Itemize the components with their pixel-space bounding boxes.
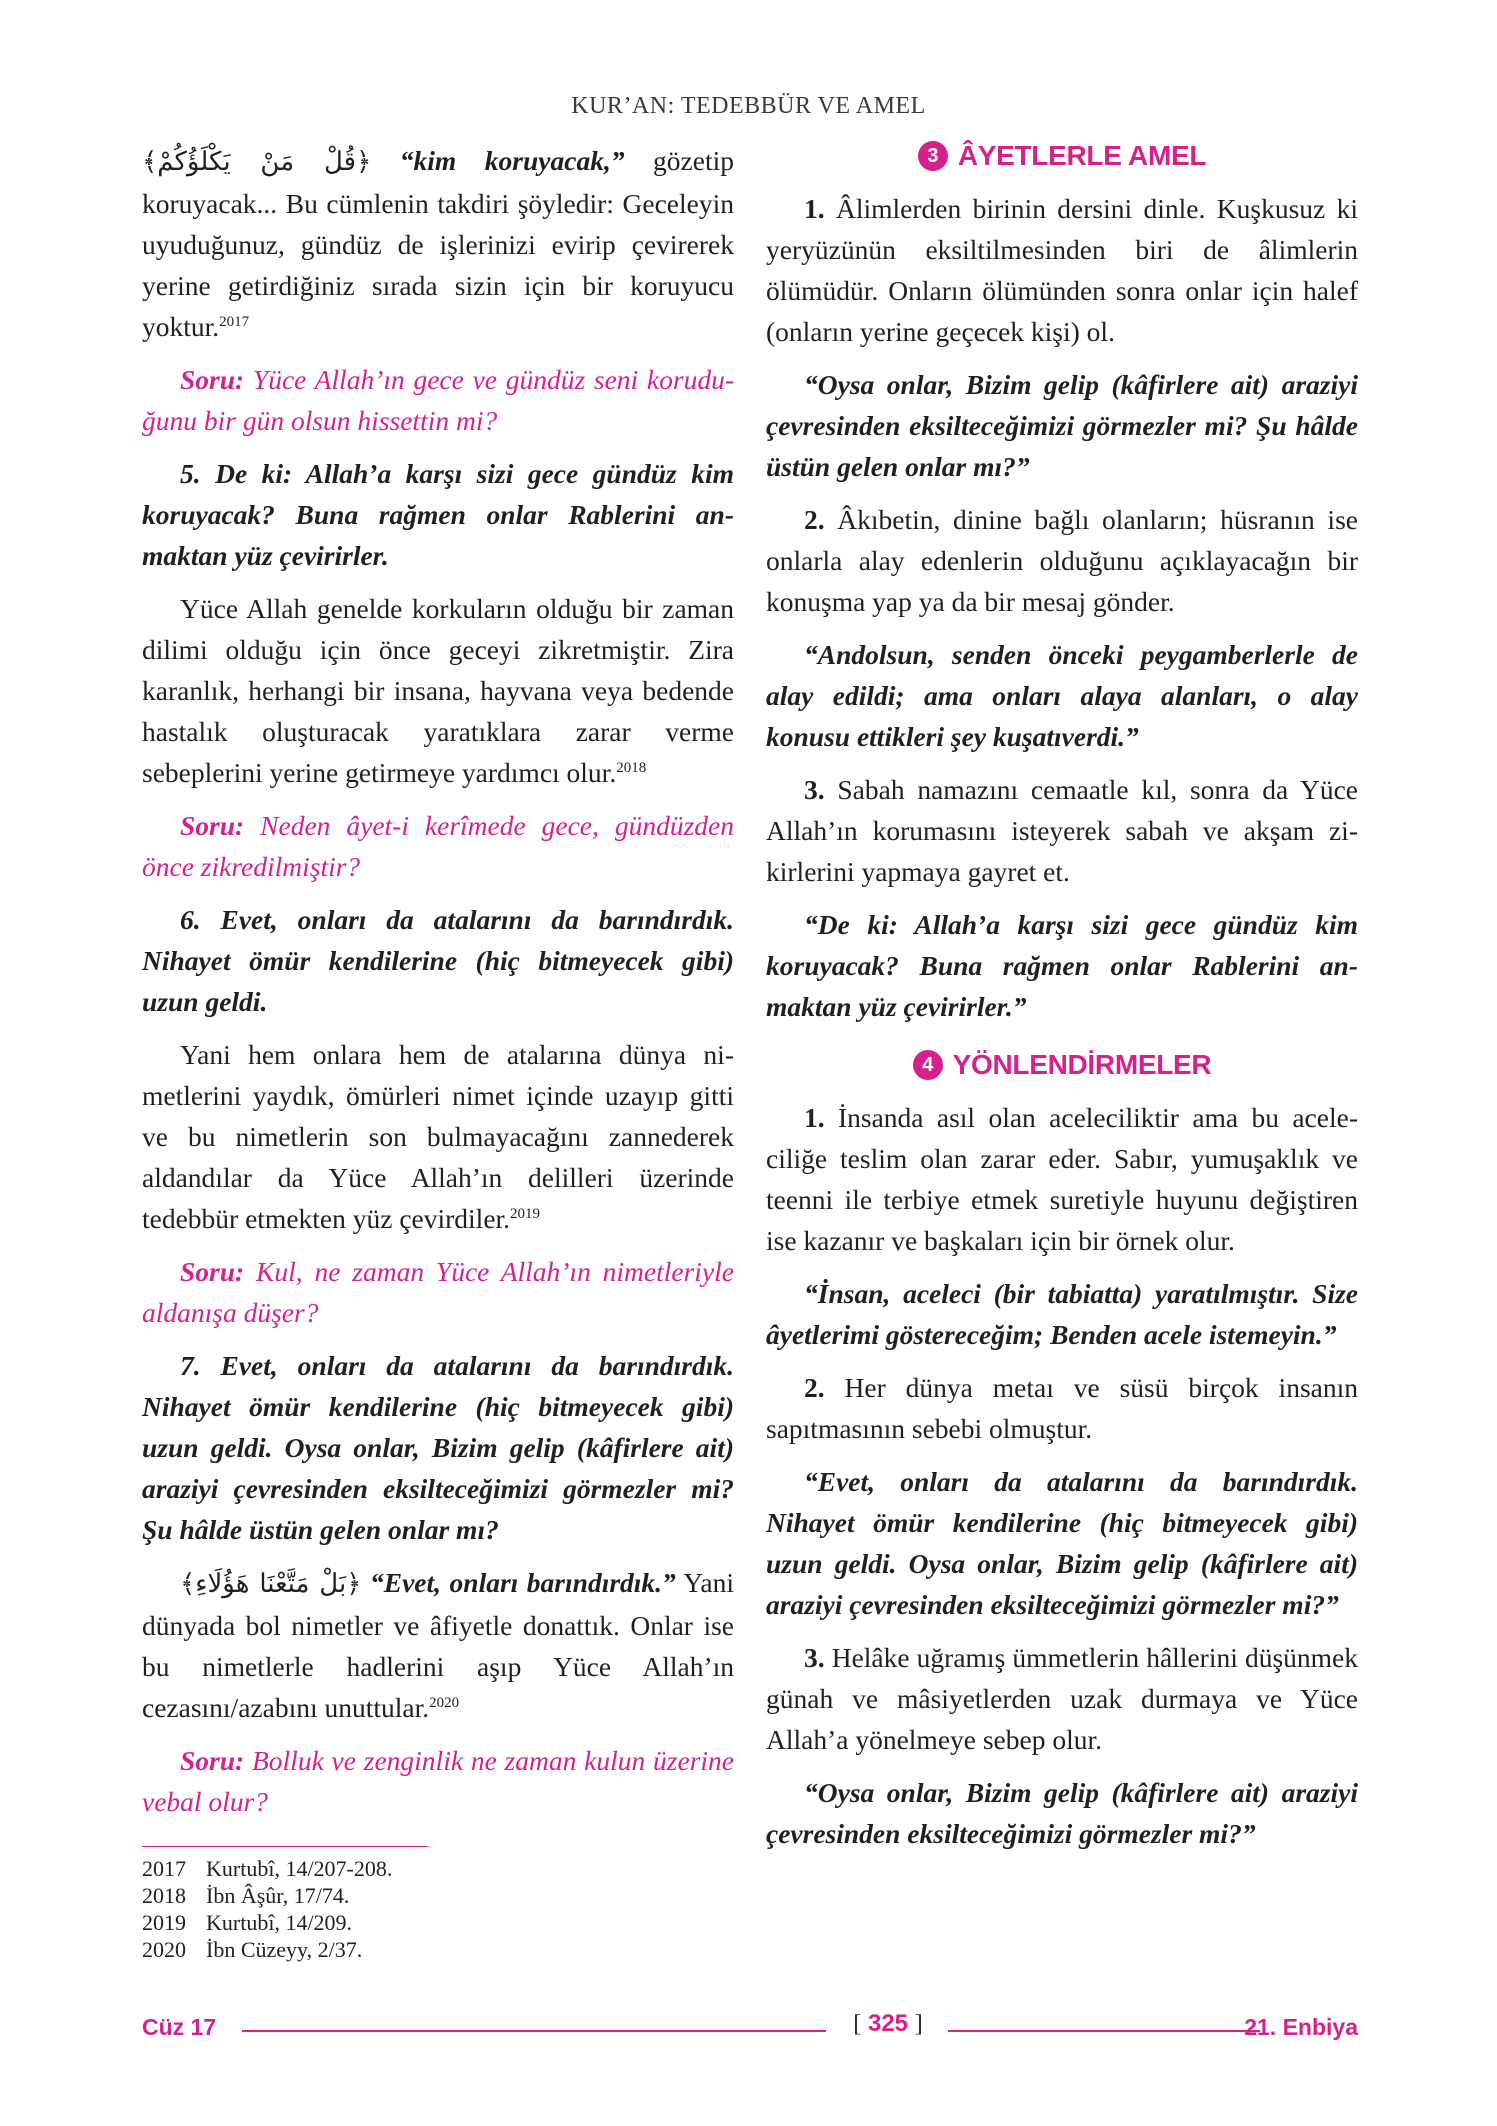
question-text: Yüce Allah’ın gece ve gündüz seni koruduğunu bir gün olsun hissettin mi?	[142, 364, 734, 436]
footnote-number: 2018	[142, 1883, 186, 1908]
paragraph-3	[142, 1034, 734, 1239]
paragraph-1	[142, 140, 734, 347]
verse-quote: “De ki: Allah’a karşı sizi gece gündüz kim koruyacak? Buna rağmen onlar Rablerini anmaktan yüz çevirirler.”	[766, 909, 1358, 1022]
quote: “kim koruyacak,”	[399, 145, 625, 176]
section-heading-yonlendirmeler	[766, 1049, 1358, 1081]
footnote-text: Kurtubî, 14/209.	[206, 1910, 353, 1935]
juz-label: Cüz 17	[142, 2014, 217, 2040]
footnote-text: İbn Âşûr, 17/74.	[206, 1883, 350, 1908]
footnote-text: Kurtubî, 14/207-208.	[206, 1856, 393, 1881]
question-4	[142, 1740, 734, 1822]
running-header: KUR’AN: TEDEBBÜR VE AMEL	[571, 93, 926, 119]
item-text: Âkıbetin, dinine bağlı olanların; hüsranın ise onlarla alay edenlerin olduğunu açıklayacağın bir konuşma yap ya da bir mesaj gönder.	[766, 504, 1358, 617]
page-footer	[142, 2010, 1358, 2046]
footnote	[142, 1909, 734, 1936]
question-label: Soru:	[180, 810, 245, 841]
paragraph-4	[142, 1562, 734, 1728]
question-label: Soru:	[180, 1256, 245, 1287]
question-label: Soru:	[180, 364, 245, 395]
section-heading-ayetlerle-amel	[766, 140, 1358, 172]
item-text: Âlimlerden birinin dersini dinle. Kuşkusuz ki yeryüzünün eksiltilmesinden biri de âlimlerin ölümüdür. Onların ölümünden sonra onlar için halef (onların yerine geçecek kişi) ol.	[766, 193, 1358, 347]
item-text: İnsanda asıl olan aceleciliktir ama bu aceleciliğe teslim olan zarar eder. Sabır, yumuşaklık ve teenni ile terbiye etmek suretiyle huyunu değiştiren ise kazanır ve başkaları için bir örnek olur.	[766, 1102, 1358, 1256]
action-item-1	[766, 188, 1358, 352]
item-number: 2.	[804, 1372, 825, 1403]
verse-5: 5. De ki: Allah’a karşı sizi gece gündüz kim koruyacak? Buna rağmen onlar Rablerini anmaktan yüz çevirirler.	[142, 458, 734, 571]
footnote-number: 2019	[142, 1910, 186, 1935]
footnote-ref: 2019	[510, 1205, 541, 1222]
arabic-verse: ﴿بَلْ مَتَّعْنَا هَؤُلَاءِ﴾	[180, 1569, 362, 1599]
footer-rule-left	[242, 2030, 826, 2032]
section-title: YÖNLENDİRMELER	[952, 1049, 1212, 1080]
verse-quote: “Oysa onlar, Bizim gelip (kâfirlere ait) araziyi çevresinden eksilteceğimizi görmezler mi?”	[766, 1777, 1358, 1849]
verse-quote: “Oysa onlar, Bizim gelip (kâfirlere ait) araziyi çevresinden eksilteceğimizi görmezler mi? Şu hâlde üstün gelen onlar mı?”	[766, 369, 1358, 482]
footnote-ref: 2018	[616, 759, 647, 776]
quote: “Evet, onları barındırdık.”	[370, 1567, 676, 1598]
page-number	[836, 2010, 940, 2038]
item-number: 1.	[804, 1102, 825, 1133]
footnote-ref: 2020	[429, 1694, 460, 1711]
question-1	[142, 359, 734, 441]
item-number: 3.	[804, 774, 825, 805]
footnote-divider	[142, 1846, 428, 1847]
verse-quote: “İnsan, aceleci (bir tabiatta) yaratılmıştır. Size âyetlerimi göstereceğim; Benden acele istemeyin.”	[766, 1278, 1358, 1350]
bracket-close: ]	[914, 2011, 923, 2037]
paragraph-text: Yüce Allah genelde korkuların olduğu bir zaman dilimi olduğu için önce geceyi zikretmiştir. Zira karanlık, herhangi bir insana, hayvana veya bedende hastalık oluşturacak yaratıklara zarar verme sebeplerini yerine getirmeye yardımcı olur.	[142, 593, 734, 788]
verse-quote: “Andolsun, senden önceki peygamberlerle de alay edildi; ama onları alaya alanları, o alay konusu ettikleri şey kuşatıverdi.”	[766, 639, 1358, 752]
footer-rule-right	[948, 2030, 1260, 2032]
footnote	[142, 1855, 734, 1882]
verse-7: 7. Evet, onları da atalarını da barındırdık. Nihayet ömür kendilerine (hiç bitmeyecek gibi) uzun geldi. Oysa onlar, Bizim gelip (kâfirlere ait) araziyi çevresinden eksilteceğimizi görmezler mi? Şu hâlde üstün gelen onlar mı?	[142, 1350, 734, 1545]
arabic-verse: ﴿قُلْ مَنْ يَكْلَؤُكُمْ﴾	[142, 147, 372, 177]
footnote-text: İbn Cüzeyy, 2/37.	[206, 1937, 363, 1962]
footnote	[142, 1936, 734, 1963]
paragraph-text: gözetip koruyacak... Bu cümlenin takdiri şöyledir: Geceleyin uyuduğunuz, gündüz de işlerinizi evirip çevirerek yerine getirdiğiniz sırada sizin için bir koruyucu yoktur.	[142, 145, 734, 342]
item-number: 2.	[804, 504, 825, 535]
right-column	[766, 140, 1358, 1854]
footnote	[142, 1882, 734, 1909]
verse-quote: “Evet, onları da atalarını da barındırdık. Nihayet ömür kendilerine (hiç bitmeyecek gibi) uzun geldi. Oysa onlar, Bizim gelip (kâfirlere ait) araziyi çevresinden eksilteceğimizi görmezler mi?”	[766, 1466, 1358, 1620]
action-item-3	[766, 769, 1358, 892]
bracket-open: [	[853, 2011, 862, 2037]
paragraph-text: Yani hem onlara hem de atalarına dünya nimetlerini yaydık, ömürleri nimet içinde uzayıp gitti ve bu nimetlerin son bulmayacağını zannederek aldandılar da Yüce Allah’ın delilleri üzerinde tedebbür etmekten yüz çevirdiler.	[142, 1039, 734, 1234]
footnotes	[142, 1855, 734, 1963]
question-text: Neden âyet-i kerîmede gece, gündüzden önce zikredilmiştir?	[142, 810, 734, 882]
footnote-number: 2017	[142, 1856, 186, 1881]
section-number-badge: 3	[918, 141, 948, 171]
item-number: 1.	[804, 193, 825, 224]
footnote-ref: 2017	[219, 313, 250, 330]
footnote-number: 2020	[142, 1937, 186, 1962]
section-title: ÂYETLERLE AMEL	[957, 140, 1207, 171]
item-text: Sabah namazını cemaatle kıl, sonra da Yüce Allah’ın korumasını isteyerek sabah ve akşam zikirlerini yapmaya gayret et.	[766, 774, 1358, 887]
question-3	[142, 1251, 734, 1333]
verse-6: 6. Evet, onları da atalarını da barındırdık. Nihayet ömür kendilerine (hiç bitmeyecek gibi) uzun geldi.	[142, 904, 734, 1017]
question-text: Kul, ne zaman Yüce Allah’ın nimetleriyle aldanışa düşer?	[142, 1256, 734, 1328]
guidance-item-3	[766, 1637, 1358, 1760]
page-number-value: 325	[867, 2010, 909, 2037]
left-column	[142, 140, 734, 1963]
question-2	[142, 805, 734, 887]
section-number-badge: 4	[913, 1050, 943, 1080]
action-item-2	[766, 499, 1358, 622]
question-text: Bolluk ve zenginlik ne zaman kulun üzerine vebal olur?	[142, 1745, 734, 1817]
paragraph-text: Yani dünyada bol nimetler ve âfiyetle donattık. Onlar ise bu nimetlerle hadlerini aşıp Yüce Allah’ın cezasını/azabını unuttular.	[142, 1567, 735, 1723]
item-text: Helâke uğramış ümmetlerin hâllerini düşünmek günah ve mâsiyetlerden uzak durmaya ve Yüce Allah’a yönelmeye sebep olur.	[766, 1642, 1358, 1755]
question-label: Soru:	[180, 1745, 245, 1776]
item-number: 3.	[804, 1642, 825, 1673]
item-text: Her dünya metaı ve süsü birçok insanın sapıtmasının sebebi olmuştur.	[766, 1372, 1358, 1444]
guidance-item-2	[766, 1367, 1358, 1449]
guidance-item-1	[766, 1097, 1358, 1261]
paragraph-2	[142, 588, 734, 793]
surah-label: 21. Enbiya	[1244, 2014, 1358, 2040]
